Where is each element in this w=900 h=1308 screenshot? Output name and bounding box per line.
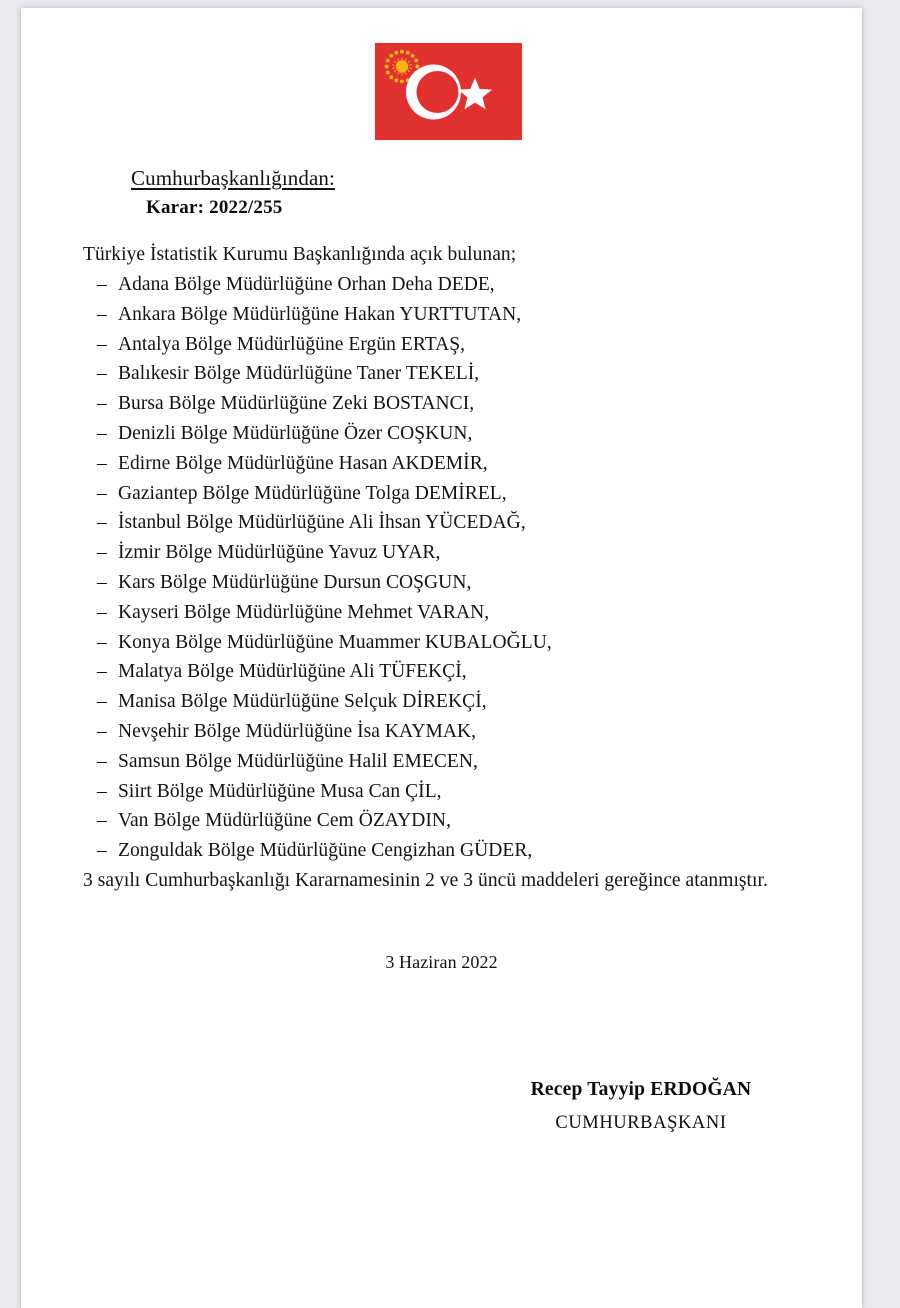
document-page-container xyxy=(21,8,862,1308)
list-dash-marker: – xyxy=(97,631,107,653)
document-heading xyxy=(131,165,731,220)
appointment-text: Antalya Bölge Müdürlüğüne Ergün ERTAŞ, xyxy=(118,333,466,355)
appointment-list xyxy=(83,270,843,866)
appointment-item xyxy=(83,598,843,628)
document-body xyxy=(83,240,843,896)
list-dash-marker: – xyxy=(97,750,107,772)
signature-block xyxy=(461,1077,821,1136)
signatory-name: Recep Tayyip ERDOĞAN xyxy=(530,1079,752,1100)
appointment-text: Gaziantep Bölge Müdürlüğüne Tolga DEMİREL, xyxy=(118,482,507,504)
appointment-item xyxy=(83,747,843,777)
list-dash-marker: – xyxy=(97,393,107,415)
appointment-text: İzmir Bölge Müdürlüğüne Yavuz UYAR, xyxy=(118,542,441,564)
list-dash-marker: – xyxy=(97,512,107,534)
appointment-text: Konya Bölge Müdürlüğüne Muammer KUBALOĞLU, xyxy=(118,631,552,653)
list-dash-marker: – xyxy=(97,720,107,742)
decision-number: Karar: 2022/255 xyxy=(146,197,283,218)
appointment-item xyxy=(83,687,843,717)
appointment-item xyxy=(83,270,843,300)
appointment-text: Siirt Bölge Müdürlüğüne Musa Can ÇİL, xyxy=(118,780,442,802)
appointment-item xyxy=(83,628,843,658)
appointment-text: Edirne Bölge Müdürlüğüne Hasan AKDEMİR, xyxy=(118,452,488,474)
appointment-item xyxy=(83,836,843,866)
appointment-item xyxy=(83,568,843,598)
appointment-item xyxy=(83,359,843,389)
list-dash-marker: – xyxy=(97,780,107,802)
appointment-item xyxy=(83,538,843,568)
turkish-flag-emblem xyxy=(375,43,522,140)
document-date: 3 Haziran 2022 xyxy=(385,952,498,972)
list-dash-marker: – xyxy=(97,542,107,564)
list-dash-marker: – xyxy=(97,661,107,683)
list-dash-marker: – xyxy=(97,482,107,504)
list-dash-marker: – xyxy=(97,691,107,713)
appointment-text: Malatya Bölge Müdürlüğüne Ali TÜFEKÇİ, xyxy=(118,661,467,683)
flag-red-field xyxy=(375,43,522,140)
appointment-item xyxy=(83,508,843,538)
appointment-text: Nevşehir Bölge Müdürlüğüne İsa KAYMAK, xyxy=(118,720,477,742)
authority-heading: Cumhurbaşkanlığından: xyxy=(131,166,335,190)
list-dash-marker: – xyxy=(97,303,107,325)
appointment-text: Ankara Bölge Müdürlüğüne Hakan YURTTUTAN, xyxy=(118,303,522,325)
list-dash-marker: – xyxy=(97,274,107,295)
appointment-text: Kars Bölge Müdürlüğüne Dursun COŞGUN, xyxy=(118,571,472,593)
appointment-text: Manisa Bölge Müdürlüğüne Selçuk DİREKÇİ, xyxy=(118,691,487,713)
list-dash-marker: – xyxy=(97,363,107,385)
appointment-text: Bursa Bölge Müdürlüğüne Zeki BOSTANCI, xyxy=(118,393,475,415)
appointment-item xyxy=(83,300,843,330)
appointment-text: Van Bölge Müdürlüğüne Cem ÖZAYDIN, xyxy=(118,810,451,832)
list-dash-marker: – xyxy=(97,333,107,355)
appointment-text: İstanbul Bölge Müdürlüğüne Ali İhsan YÜCEDAĞ, xyxy=(118,512,526,534)
list-dash-marker: – xyxy=(97,840,107,862)
list-dash-marker: – xyxy=(97,810,107,832)
list-dash-marker: – xyxy=(97,452,107,474)
appointment-item xyxy=(83,777,843,807)
list-dash-marker: – xyxy=(97,571,107,593)
document-page xyxy=(21,8,862,1308)
appointment-text: Samsun Bölge Müdürlüğüne Halil EMECEN, xyxy=(118,750,478,772)
appointment-item xyxy=(83,330,843,360)
appointment-item xyxy=(83,479,843,509)
appointment-item xyxy=(83,389,843,419)
appointment-item xyxy=(83,806,843,836)
appointment-item xyxy=(83,717,843,747)
crescent-and-star-icon xyxy=(406,65,492,120)
list-dash-marker: – xyxy=(97,422,107,444)
intro-paragraph: Türkiye İstatistik Kurumu Başkanlığında açık bulunan; xyxy=(83,244,517,265)
appointment-item xyxy=(83,419,843,449)
appointment-text: Zonguldak Bölge Müdürlüğüne Cengizhan GÜDER, xyxy=(118,840,533,862)
appointment-text: Denizli Bölge Müdürlüğüne Özer COŞKUN, xyxy=(118,422,473,444)
appointment-item xyxy=(83,657,843,687)
closing-paragraph: 3 sayılı Cumhurbaşkanlığı Kararnamesinin 2 ve 3 üncü maddeleri gereğince atanmıştır. xyxy=(83,869,768,891)
list-dash-marker: – xyxy=(97,601,107,623)
appointment-text: Balıkesir Bölge Müdürlüğüne Taner TEKELİ, xyxy=(118,363,480,385)
appointment-text: Adana Bölge Müdürlüğüne Orhan Deha DEDE, xyxy=(118,274,495,295)
appointment-text: Kayseri Bölge Müdürlüğüne Mehmet VARAN, xyxy=(118,601,490,623)
signatory-title: CUMHURBAŞKANI xyxy=(555,1113,727,1133)
appointment-item xyxy=(83,449,843,479)
